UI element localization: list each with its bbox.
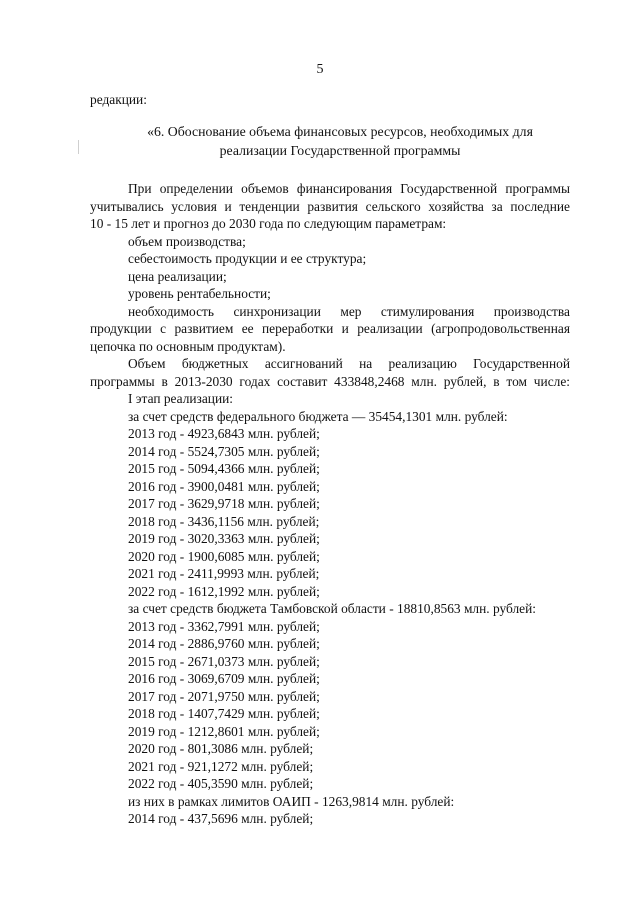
regional-year-row: 2019 год - 1212,8601 млн. рублей; <box>128 723 320 739</box>
section-heading-line-1: «6. Обоснование объема финансовых ресурсов, необходимых для <box>147 124 533 139</box>
parameter-item: объем производства; <box>128 233 246 249</box>
regional-year-row: 2022 год - 405,3590 млн. рублей; <box>128 776 314 791</box>
federal-year-row: 2013 год - 4923,6843 млн. рублей; <box>128 426 320 441</box>
federal-year-row: 2014 год - 5524,7305 млн. рублей; <box>128 443 320 459</box>
federal-year-row: 2018 год - 3436,1156 млн. рублей; <box>128 513 320 529</box>
section-heading-line-2: реализации Государственной программы <box>219 143 461 158</box>
sync-line-1: необходимость синхронизации мер стимулирования производства <box>128 303 570 319</box>
page-number: 5 <box>316 62 324 77</box>
budget-line-2: программы в 2013-2030 годах составит 433848,2468 млн. рублей, в том числе: <box>90 373 570 389</box>
federal-year-row: 2017 год - 3629,9718 млн. рублей; <box>128 496 320 511</box>
regional-year-row: 2013 год - 3362,7991 млн. рублей; <box>128 618 320 634</box>
regional-year-row: 2016 год - 3069,6709 млн. рублей; <box>128 671 320 686</box>
regional-year-row: 2017 год - 2071,9750 млн. рублей; <box>128 688 320 704</box>
regional-year-row: 2021 год - 921,1272 млн. рублей; <box>128 758 314 774</box>
document-body <box>90 180 570 828</box>
intro-line-3: 10 - 15 лет и прогноз до 2030 года по следующим параметрам: <box>90 216 447 231</box>
federal-year-row: 2020 год - 1900,6085 млн. рублей; <box>128 548 320 564</box>
section-heading <box>90 122 590 160</box>
margin-mark <box>78 140 79 154</box>
federal-year-row: 2015 год - 5094,4366 млн. рублей; <box>128 461 320 476</box>
oaip-header: из них в рамках лимитов ОАИП - 1263,9814 млн. рублей: <box>128 793 455 809</box>
regional-budget-header: за счет средств бюджета Тамбовской области - 18810,8563 млн. рублей: <box>128 601 536 616</box>
federal-year-row: 2019 год - 3020,3363 млн. рублей; <box>128 531 320 546</box>
federal-year-row: 2016 год - 3900,0481 млн. рублей; <box>128 478 320 494</box>
regional-year-row: 2018 год - 1407,7429 млн. рублей; <box>128 706 320 721</box>
stage-label: I этап реализации: <box>128 391 234 406</box>
federal-year-row: 2021 год - 2411,9993 млн. рублей; <box>128 566 320 581</box>
regional-year-row: 2014 год - 2886,9760 млн. рублей; <box>128 636 320 651</box>
parameter-item: уровень рентабельности; <box>128 286 271 301</box>
federal-year-row: 2022 год - 1612,1992 млн. рублей; <box>128 583 320 599</box>
budget-line-1: Объем бюджетных ассигнований на реализацию Государственной <box>128 356 570 371</box>
intro-line-2: учитывались условия и тенденции развития сельского хозяйства за последние <box>90 198 570 214</box>
sync-line-2: продукции с развитием ее переработки и реализации (агропродовольственная <box>90 321 570 336</box>
regional-year-row: 2020 год - 801,3086 млн. рублей; <box>128 741 314 756</box>
intro-line-1: При определении объемов финансирования Государственной программы <box>128 181 570 196</box>
regional-year-row: 2015 год - 2671,0373 млн. рублей; <box>128 653 320 669</box>
oaip-year-row: 2014 год - 437,5696 млн. рублей; <box>128 811 314 826</box>
federal-budget-header: за счет средств федерального бюджета — 35454,1301 млн. рублей: <box>128 408 508 424</box>
parameter-item: цена реализации; <box>128 268 227 284</box>
previous-text-tail: редакции: <box>90 92 147 107</box>
parameter-item: себестоимость продукции и ее структура; <box>128 251 367 266</box>
sync-line-3: цепочка по основным продуктам). <box>90 338 286 354</box>
